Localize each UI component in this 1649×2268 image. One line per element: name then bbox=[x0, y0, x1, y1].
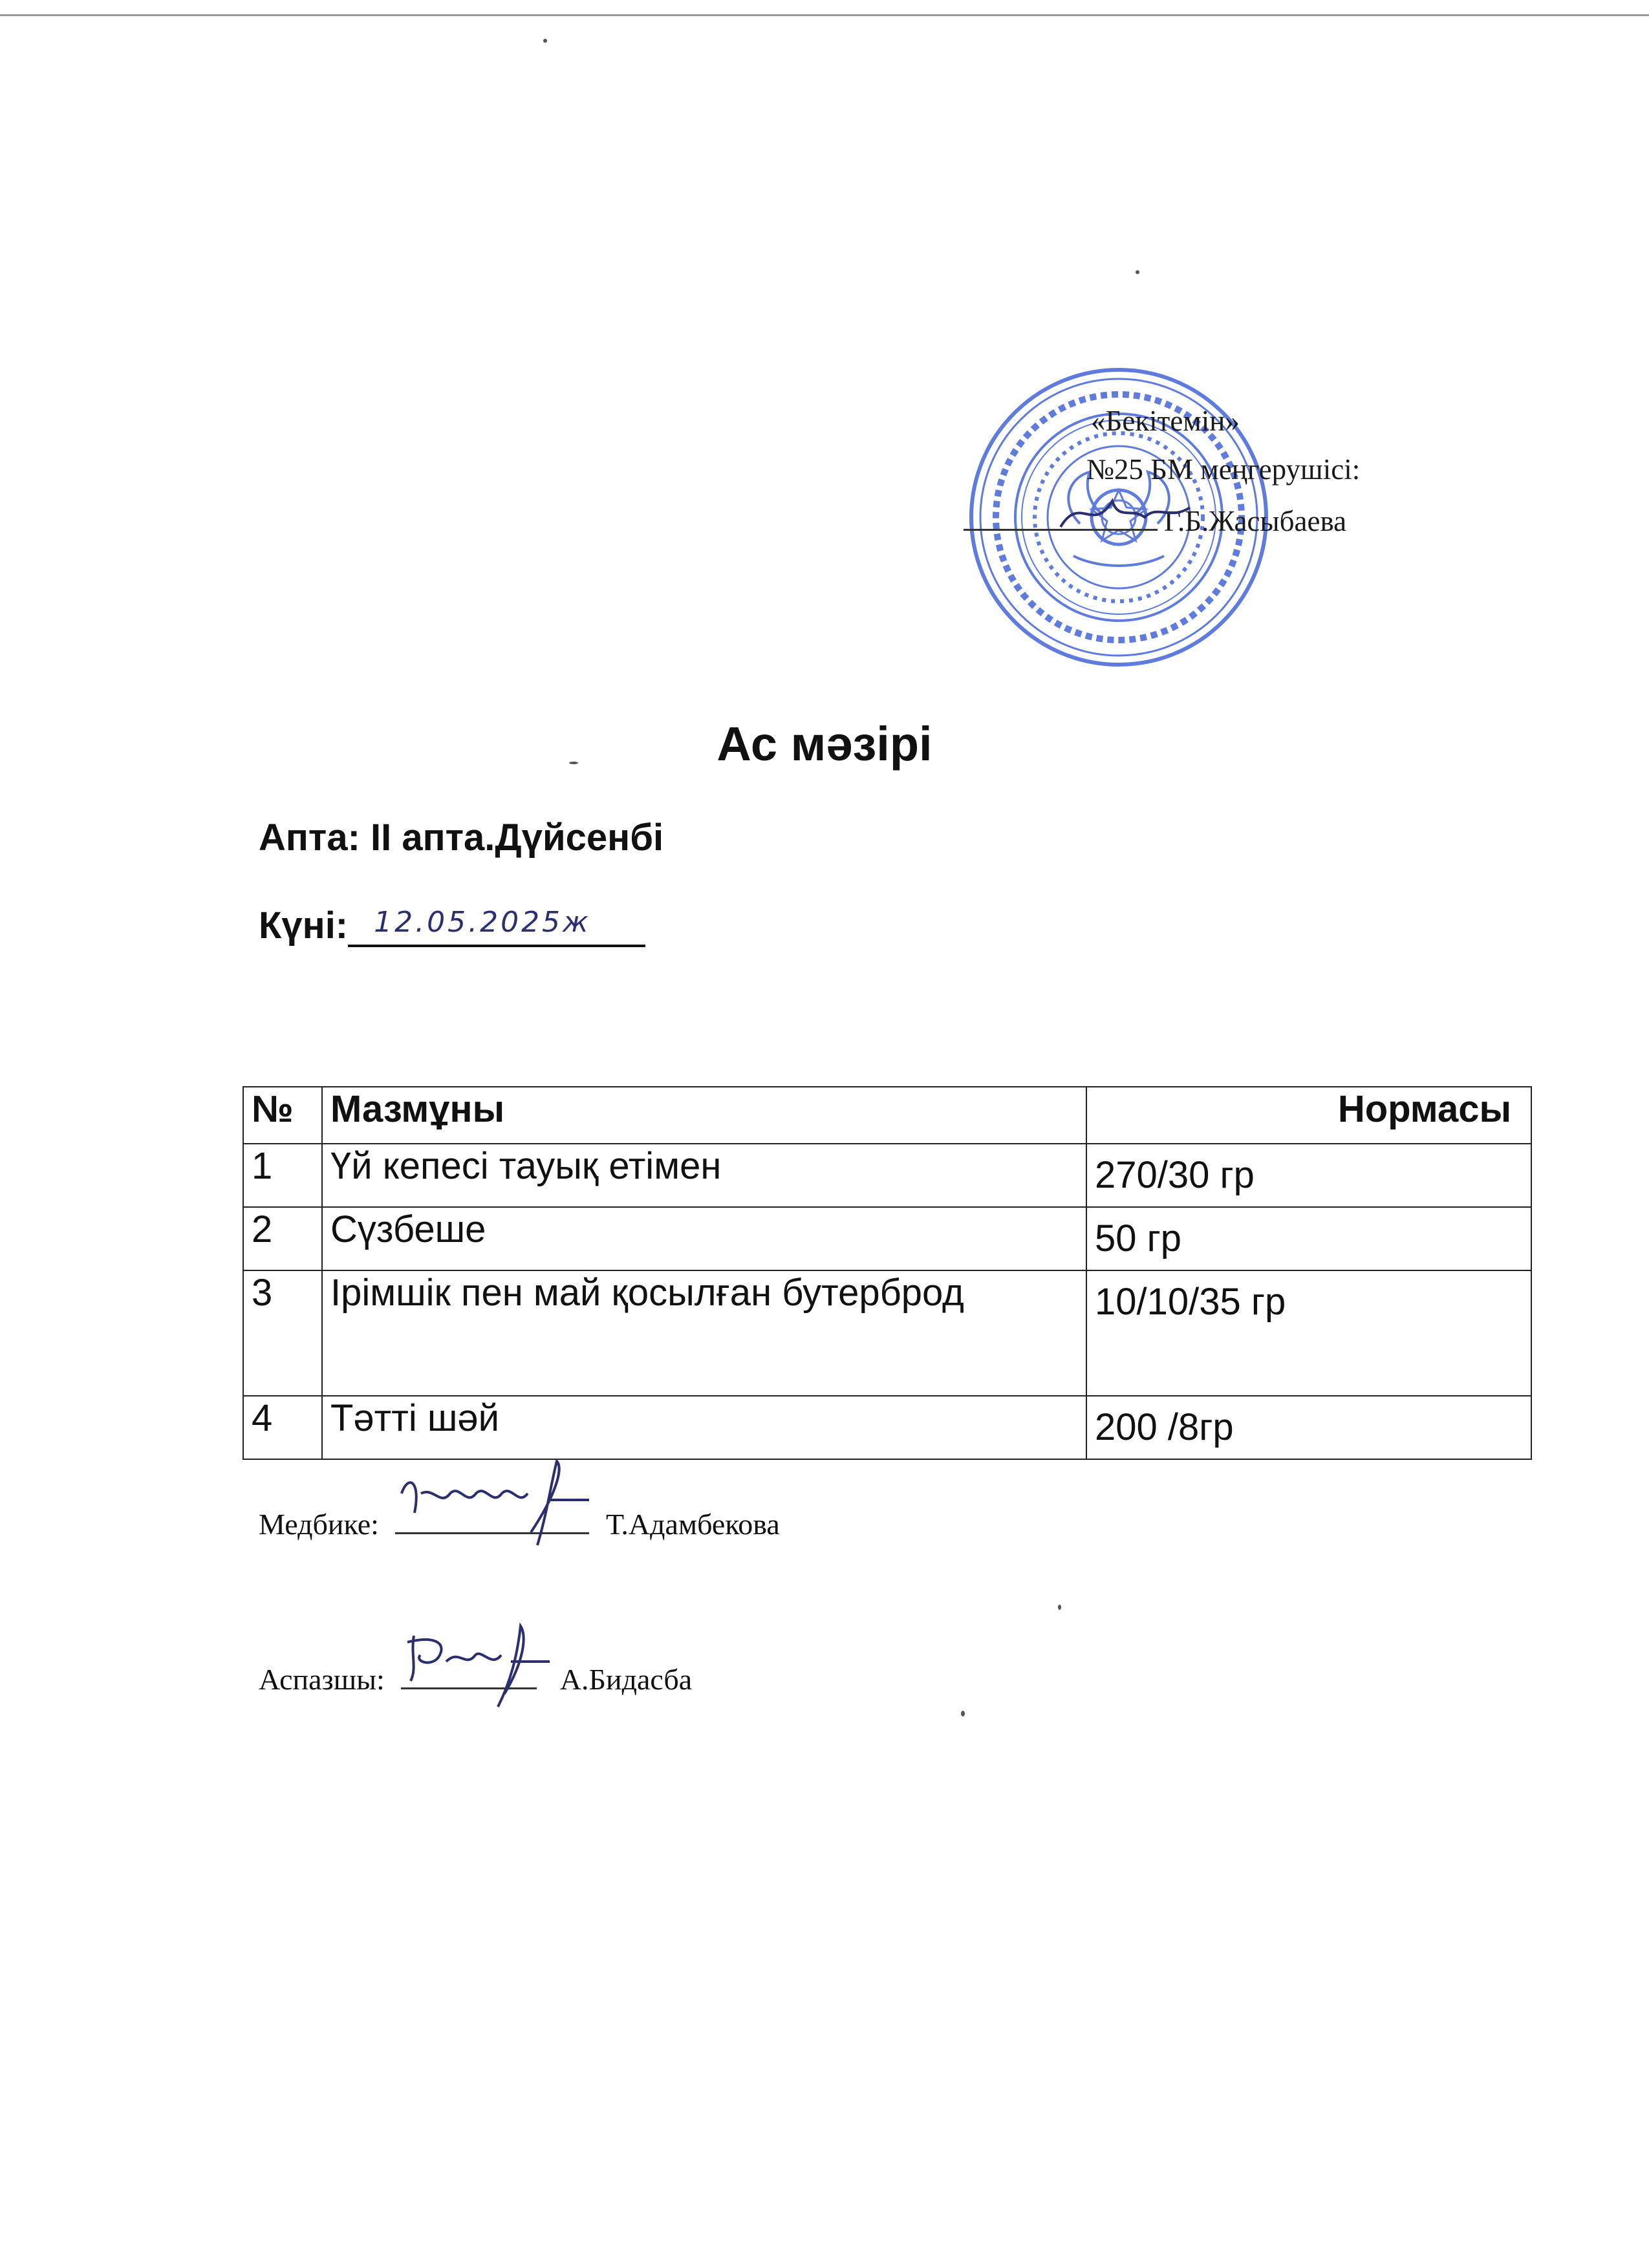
col-header-number: № bbox=[243, 1087, 322, 1144]
row-item: Үй кепесі тауық етімен bbox=[322, 1144, 1086, 1207]
row-number: 4 bbox=[243, 1396, 322, 1459]
row-number: 2 bbox=[243, 1207, 322, 1270]
approval-name: Г.Б.Жасыбаева bbox=[1164, 505, 1347, 537]
row-norm: 270/30 гр bbox=[1086, 1144, 1531, 1207]
date-label: Күні: bbox=[259, 904, 349, 947]
page-title: Ас мәзірі bbox=[717, 717, 932, 771]
table-row bbox=[243, 1144, 1531, 1207]
date-field bbox=[348, 904, 645, 947]
scan-edge-line bbox=[0, 14, 1649, 16]
week-line: Апта: II апта.Дүйсенбі bbox=[259, 817, 664, 859]
approval-heading: «Бекітемін» bbox=[1091, 405, 1240, 437]
row-norm: 10/10/35 гр bbox=[1086, 1270, 1531, 1396]
nurse-name: Т.Адамбекова bbox=[605, 1508, 780, 1541]
row-norm: 50 гр bbox=[1086, 1207, 1531, 1270]
menu-table bbox=[242, 1086, 1532, 1460]
nurse-signature-line bbox=[395, 1506, 589, 1534]
col-header-content: Мазмұны bbox=[322, 1087, 1086, 1144]
approval-position: №25 БМ меңгерушісі: bbox=[1086, 453, 1361, 486]
row-item: Тәтті шәй bbox=[322, 1396, 1086, 1459]
nurse-signature-icon bbox=[395, 1455, 609, 1552]
scan-speck bbox=[961, 1711, 965, 1717]
scan-speck bbox=[1136, 270, 1139, 274]
table-header-row bbox=[243, 1087, 1531, 1144]
nurse-label: Медбике: bbox=[259, 1508, 379, 1541]
cook-signature-row bbox=[259, 1662, 692, 1696]
row-item: Сүзбеше bbox=[322, 1207, 1086, 1270]
nurse-signature-row bbox=[259, 1506, 780, 1541]
scan-speck bbox=[1058, 1605, 1061, 1610]
table-row bbox=[243, 1270, 1531, 1396]
scan-speck bbox=[543, 39, 547, 43]
table-row bbox=[243, 1207, 1531, 1270]
row-number: 1 bbox=[243, 1144, 322, 1207]
date-line bbox=[259, 904, 645, 947]
director-signature-icon bbox=[1054, 482, 1196, 540]
cook-signature-line bbox=[401, 1662, 537, 1689]
row-number: 3 bbox=[243, 1270, 322, 1396]
col-header-norm: Нормасы bbox=[1086, 1087, 1531, 1144]
cook-name: А.Бидасба bbox=[559, 1663, 693, 1696]
table-row bbox=[243, 1396, 1531, 1459]
cook-label: Аспазшы: bbox=[259, 1663, 385, 1696]
date-value: 12.05.2025ж bbox=[374, 906, 591, 939]
approval-block bbox=[964, 362, 1455, 672]
row-norm: 200 /8гр bbox=[1086, 1396, 1531, 1459]
row-item: Ірімшік пен май қосылған бутерброд bbox=[322, 1270, 1086, 1396]
cook-signature-icon bbox=[401, 1616, 569, 1713]
